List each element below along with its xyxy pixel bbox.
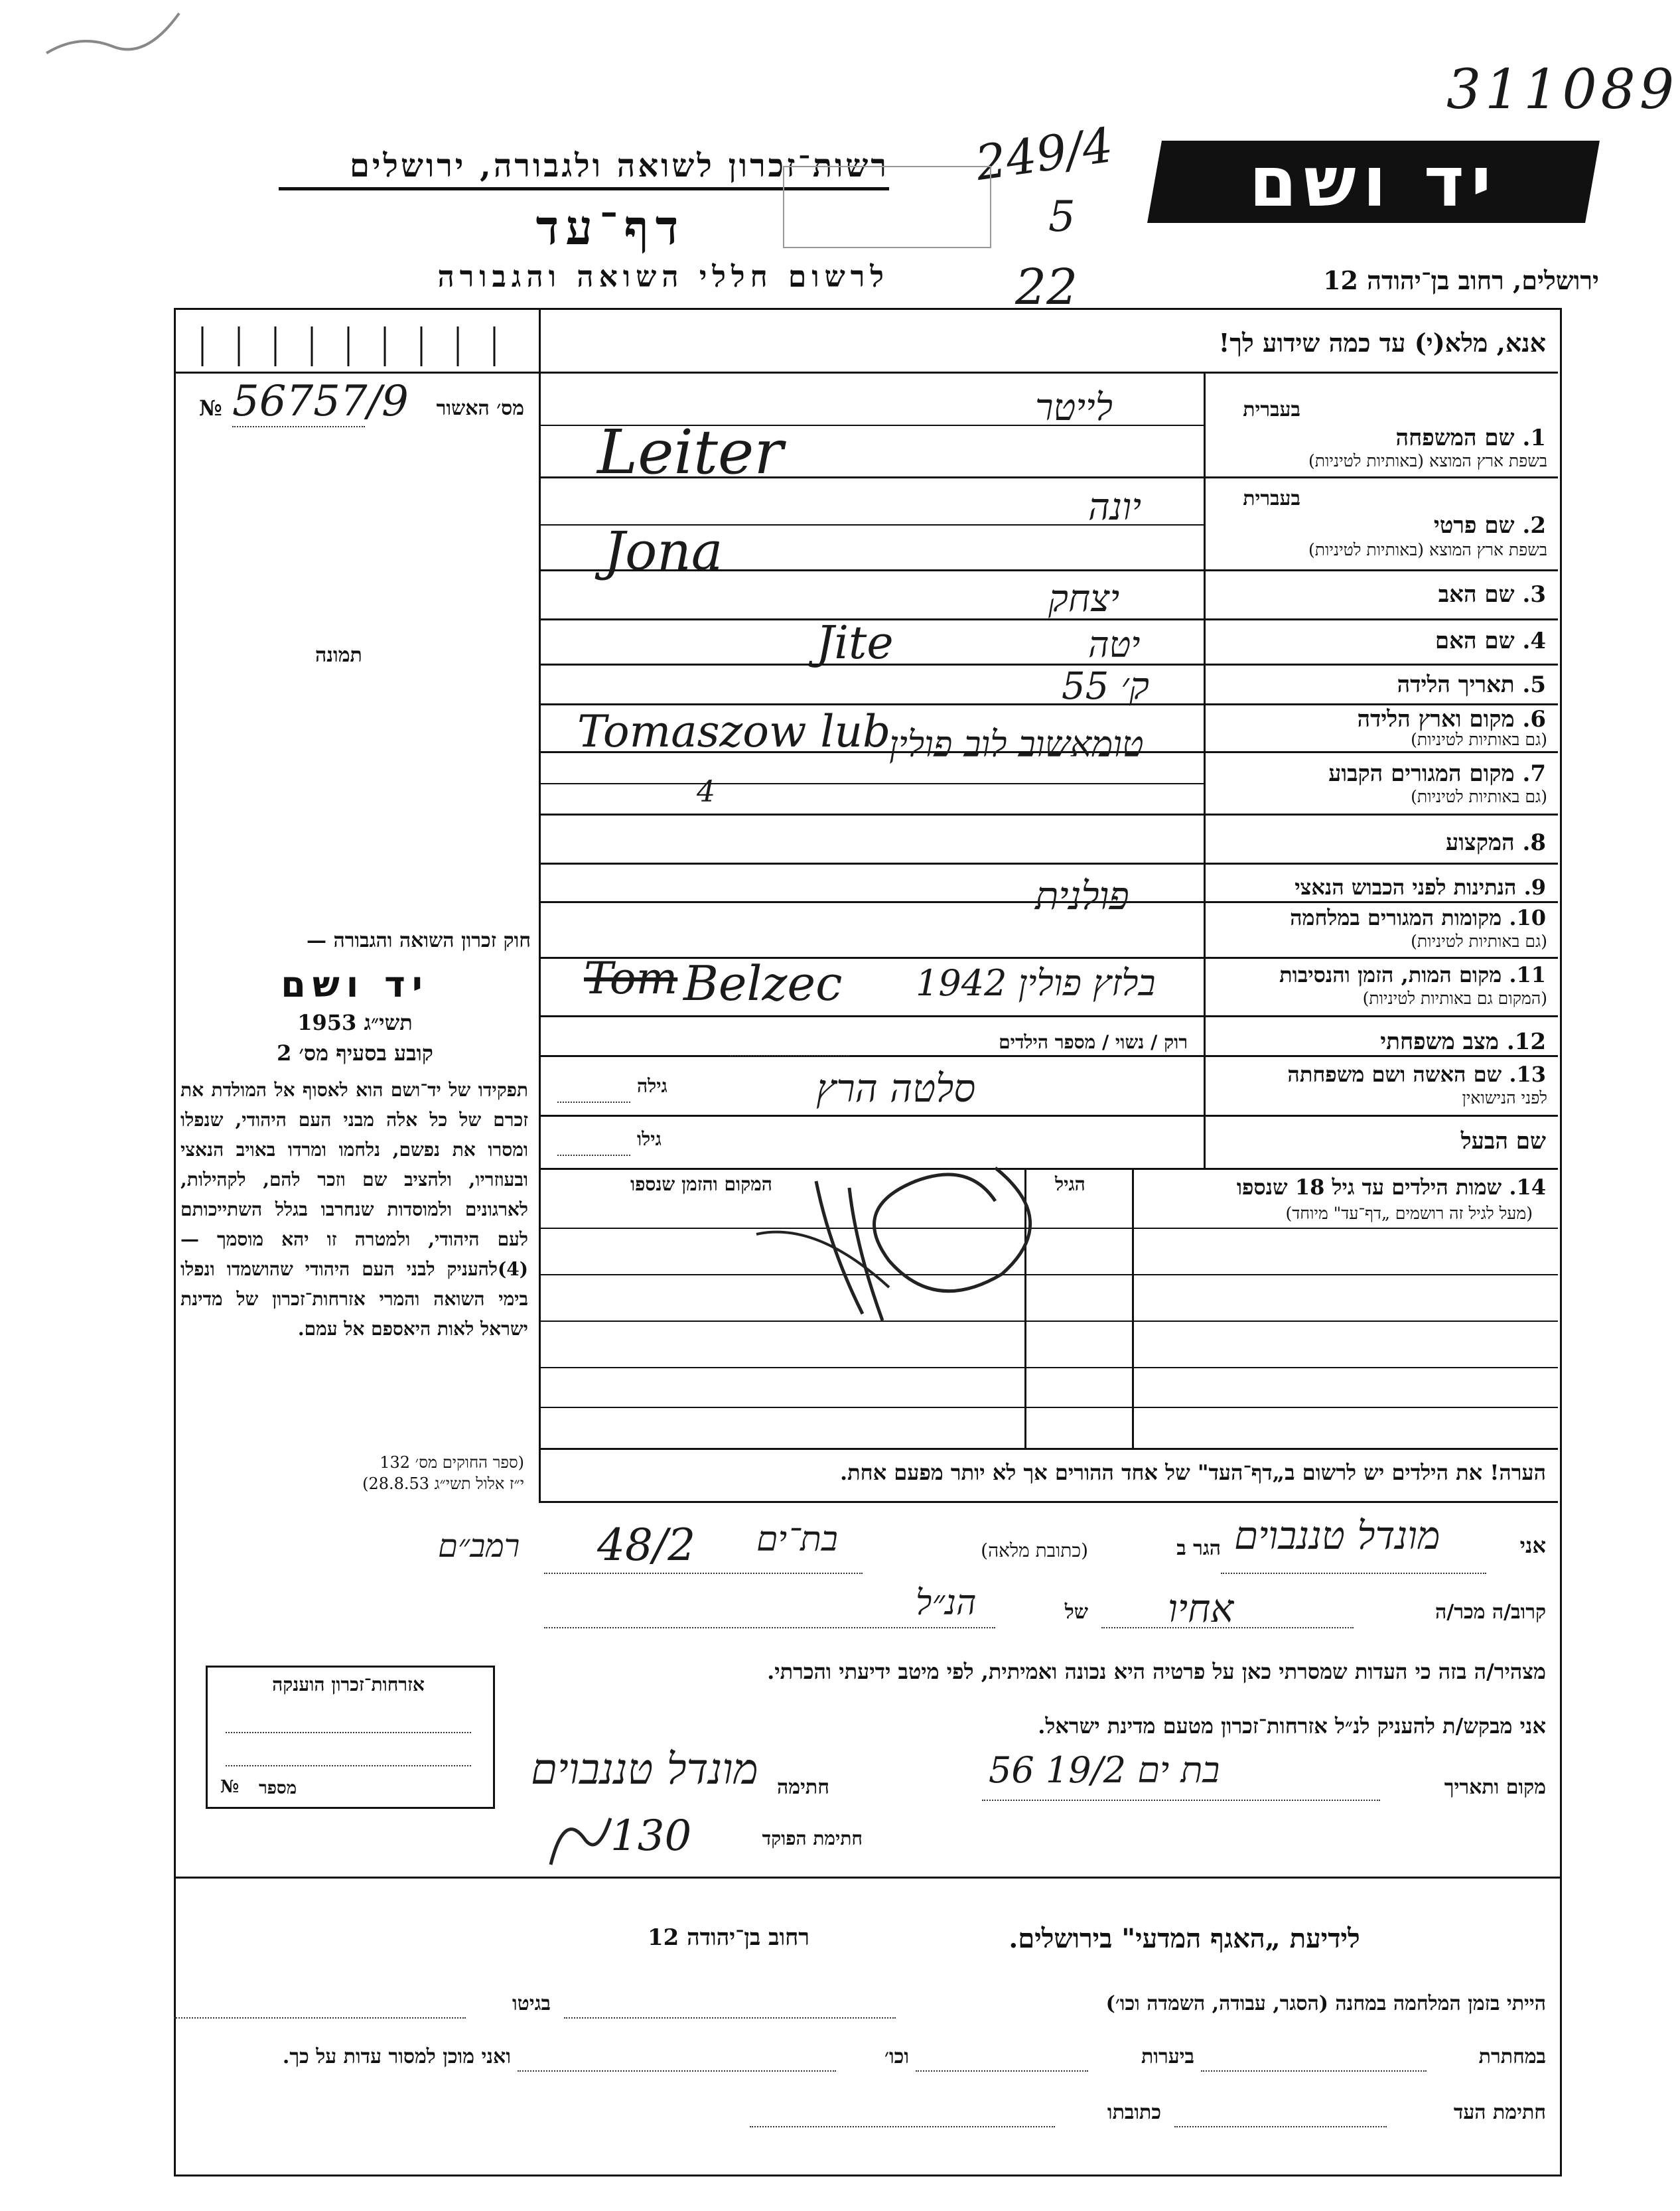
address: ירושלים, רחוב בן־יהודה 12 bbox=[1323, 265, 1599, 295]
corner-scribble bbox=[40, 7, 186, 66]
footer-row1-b: בגיטו bbox=[512, 1992, 551, 2015]
handwritten-ref-2: 5 bbox=[1048, 192, 1076, 242]
birthplace-hebrew[interactable]: טומאשוב לוב פולין bbox=[889, 723, 1144, 765]
firstname-hebrew[interactable]: יונה bbox=[1088, 486, 1142, 529]
children-note: הערה! את הילדים יש לרשום ב„דף־העד" של אחד ההורים אך לא יותר מפעם אחת. bbox=[839, 1460, 1546, 1485]
place-date-label: מקום ותאריך bbox=[1444, 1776, 1546, 1799]
logo-text: יד ושם bbox=[1249, 141, 1498, 222]
yad-vashem-logo bbox=[1147, 141, 1600, 223]
field-7-sub: (גם באותיות לטיניות) bbox=[1411, 787, 1547, 806]
footer-row2-a: במחתרת bbox=[1478, 2045, 1546, 2068]
footer-address: רחוב בן־יהודה 12 bbox=[647, 1924, 809, 1951]
number-symbol: № bbox=[220, 1777, 240, 1797]
field-3-label: 3. שם האב bbox=[1438, 581, 1546, 608]
official-label: חתימת הפוקד bbox=[762, 1827, 863, 1849]
official-value[interactable]: 130 bbox=[610, 1812, 692, 1861]
citizenship-title: אזרחות־זכרון הוענקה bbox=[272, 1674, 425, 1695]
label-column-divider bbox=[1204, 374, 1206, 1170]
field-6-label: 6. מקום וארץ הלידה bbox=[1357, 706, 1546, 733]
declarant-street[interactable]: רמב״ם bbox=[438, 1528, 520, 1565]
death-struck: Tom bbox=[584, 953, 678, 1004]
field-13-sub: לפני הנישואין bbox=[1462, 1088, 1547, 1107]
handwritten-ref: 249/4 bbox=[972, 116, 1117, 192]
death-place-latin[interactable]: Belzec bbox=[683, 956, 843, 1011]
husband-age-label: גילו bbox=[637, 1128, 662, 1150]
footer-row2-c: וכו׳ bbox=[884, 2045, 909, 2068]
field-10-sub: (גם באותיות לטיניות) bbox=[1411, 932, 1547, 951]
field-6-sub: (גם באותיות לטיניות) bbox=[1411, 730, 1547, 749]
law-source-1: (ספר החוקים מס׳ 132 bbox=[380, 1453, 524, 1472]
form-title: דף־עד bbox=[535, 199, 685, 255]
cert-label: מס׳ האשור bbox=[436, 397, 524, 420]
residence[interactable]: 4 bbox=[697, 775, 715, 809]
mother-name-latin[interactable]: Jite bbox=[816, 617, 894, 670]
declarant-city[interactable]: בת־ים bbox=[756, 1520, 838, 1559]
number-label: מספר bbox=[259, 1778, 297, 1798]
surname-hebrew[interactable]: לייטר bbox=[1035, 386, 1113, 429]
cert-value[interactable]: 56757/9 bbox=[232, 377, 409, 426]
col-age: הגיל bbox=[1055, 1173, 1085, 1195]
field-1-label: 1. שם המשפחה bbox=[1395, 425, 1546, 451]
field-4-label: 4. שם האם bbox=[1435, 628, 1546, 654]
decl-line1-middle: הגר ב bbox=[1176, 1537, 1221, 1560]
footer-row3-a: חתימת העד bbox=[1453, 2101, 1546, 2124]
field-2-sub1: בעברית bbox=[1243, 487, 1300, 510]
decl-line2-of: של bbox=[1064, 1601, 1088, 1624]
field-1-sub1: בעברית bbox=[1243, 398, 1300, 421]
field-2-label: 2. שם פרטי bbox=[1433, 512, 1546, 539]
husband-label: שם הבעל bbox=[1460, 1128, 1546, 1155]
photo-label: תמונה bbox=[315, 644, 362, 667]
strike-scribble bbox=[717, 1141, 1062, 1354]
field-11-label: 11. מקום המות, הזמן והנסיבות bbox=[1279, 962, 1546, 987]
surname-latin[interactable]: Leiter bbox=[597, 417, 784, 488]
decl-line1-prefix: אני bbox=[1519, 1533, 1546, 1558]
tick-strip bbox=[189, 326, 527, 366]
wife-name[interactable]: סלטה הרץ bbox=[816, 1066, 976, 1111]
footer-row3-b: כתובתו bbox=[1107, 2101, 1161, 2124]
field-12-label: 12. מצב משפחתי bbox=[1380, 1029, 1546, 1055]
mother-name-hebrew[interactable]: יטה bbox=[1088, 624, 1141, 666]
field-10-label: 10. מקומות המגורים במלחמה bbox=[1290, 905, 1546, 930]
decl-statement: מצהיר/ה בזה כי העדות שמסרתי כאן על פרטיה היא נכונה ואמיתית, לפי מיטב ידיעתי והכרתי. bbox=[767, 1659, 1546, 1684]
field-8-label: 8. המקצוע bbox=[1445, 829, 1546, 856]
law-year: תשי״ג 1953 bbox=[297, 1010, 413, 1035]
footer-row2-d: ואני מוכן למסור עדות על כך. bbox=[282, 2045, 511, 2068]
footer-row1-a: הייתי בזמן המלחמה במחנה (הסגר, עבודה, השמדה וכו׳) bbox=[1105, 1992, 1546, 2015]
birth-date[interactable]: 55 ק׳ bbox=[1062, 665, 1149, 708]
father-name[interactable]: יצחק bbox=[1048, 577, 1120, 620]
archive-number: 311089 bbox=[1446, 58, 1679, 121]
signature-label: חתימה bbox=[777, 1776, 829, 1799]
field-11-sub: (המקום גם באותיות לטיניות) bbox=[1362, 989, 1547, 1008]
footer-row2-b: ביערות bbox=[1141, 2045, 1194, 2068]
law-source-2: י״ז אלול תשי״ג 28.8.53) bbox=[362, 1474, 524, 1493]
field-5-label: 5. תאריך הלידה bbox=[1397, 672, 1546, 698]
law-text: תפקידו של יד־ושם הוא לאסוף אל המולדת את זכרם של כל אלה מבני העם היהודי, שנפלו ומסרו את נפשם, נלחמו ומרדו באויב הנאצי ובעוזריו, ולהציב שם וזכר להם, לקהילות, לארגונים ולמוסדות שנחרבו בגלל השתייכותם לעם היהודי, ולמטרה זו יהא מוסמך — (4)להעניק לבני העם היהודי שהושמדו ונפלו בימי השואה והמרי אזרחות־זכרון של מדינת ישראל לאות היאספם אל עמם. bbox=[180, 1079, 528, 1340]
relation[interactable]: אחיו bbox=[1168, 1586, 1234, 1631]
field-7-label: 7. מקום המגורים הקבוע bbox=[1328, 760, 1546, 787]
footer-title-text: לידיעת „האגף המדעי" בירושלים. bbox=[1009, 1923, 1360, 1954]
declarant-name[interactable]: מונדל טננבוים bbox=[1234, 1513, 1440, 1558]
handwritten-mark: 22 bbox=[1015, 259, 1078, 316]
stamp-box bbox=[783, 166, 991, 248]
firstname-latin[interactable]: Jona bbox=[604, 520, 723, 582]
death-place-hebrew[interactable]: בלזץ פולין 1942 bbox=[916, 962, 1156, 1004]
birthplace-latin[interactable]: Tomaszow lub bbox=[577, 706, 891, 757]
decl-line1-hint: (כתובת מלאה) bbox=[981, 1539, 1088, 1561]
wife-age-label: גילה bbox=[637, 1075, 667, 1097]
field-9-label: 9. הנתינות לפני הכבוש הנאצי bbox=[1295, 875, 1546, 900]
signature-value[interactable]: מונדל טננבוים bbox=[531, 1745, 758, 1794]
field-1-sub2: בשפת ארץ המוצא (באותיות לטיניות) bbox=[1308, 451, 1547, 470]
decl-line2-prefix: קרוב/ה מכר/ה bbox=[1435, 1601, 1546, 1624]
declarant-address[interactable]: 48/2 bbox=[597, 1520, 696, 1571]
cert-symbol: № bbox=[199, 395, 222, 421]
field-13-label: 13. שם האשה ושם משפחתה bbox=[1287, 1062, 1546, 1087]
law-clause: קובע בסעיף מס׳ 2 bbox=[277, 1040, 433, 1066]
field-12-options: רוק / נשוי / מספר הילדים bbox=[999, 1031, 1188, 1053]
law-title: חוק זכרון השואה והגבורה — bbox=[307, 929, 531, 952]
field-2-sub2: בשפת ארץ המוצא (באותיות לטיניות) bbox=[1308, 540, 1547, 559]
col-place: המקום והזמן שנספו bbox=[630, 1173, 772, 1195]
place-date-value[interactable]: בת ים 19/2 56 bbox=[989, 1749, 1220, 1791]
authority-name: רשות־זכרון לשואה ולגבורה, ירושלים bbox=[279, 147, 889, 190]
children-label: 14. שמות הילדים עד גיל 18 שנספו bbox=[1236, 1175, 1546, 1200]
law-name: יד ושם bbox=[281, 963, 429, 1005]
form-subtitle: לרשום חללי השואה והגבורה bbox=[437, 260, 889, 294]
instruction: אנא, מלא(י) עד כמה שידוע לך! bbox=[1218, 328, 1546, 358]
decl-request: אני מבקש/ת להעניק לנ״ל אזרחות־זכרון מטעם מדינת ישראל. bbox=[1038, 1713, 1546, 1739]
children-sub: (מעל לגיל זה רושמים „דף־עד" מיוחד) bbox=[1285, 1204, 1533, 1223]
nationality[interactable]: פולנית bbox=[1035, 873, 1129, 918]
of-value[interactable]: הנ״ל bbox=[916, 1583, 977, 1623]
official-signature-mark bbox=[544, 1805, 624, 1871]
